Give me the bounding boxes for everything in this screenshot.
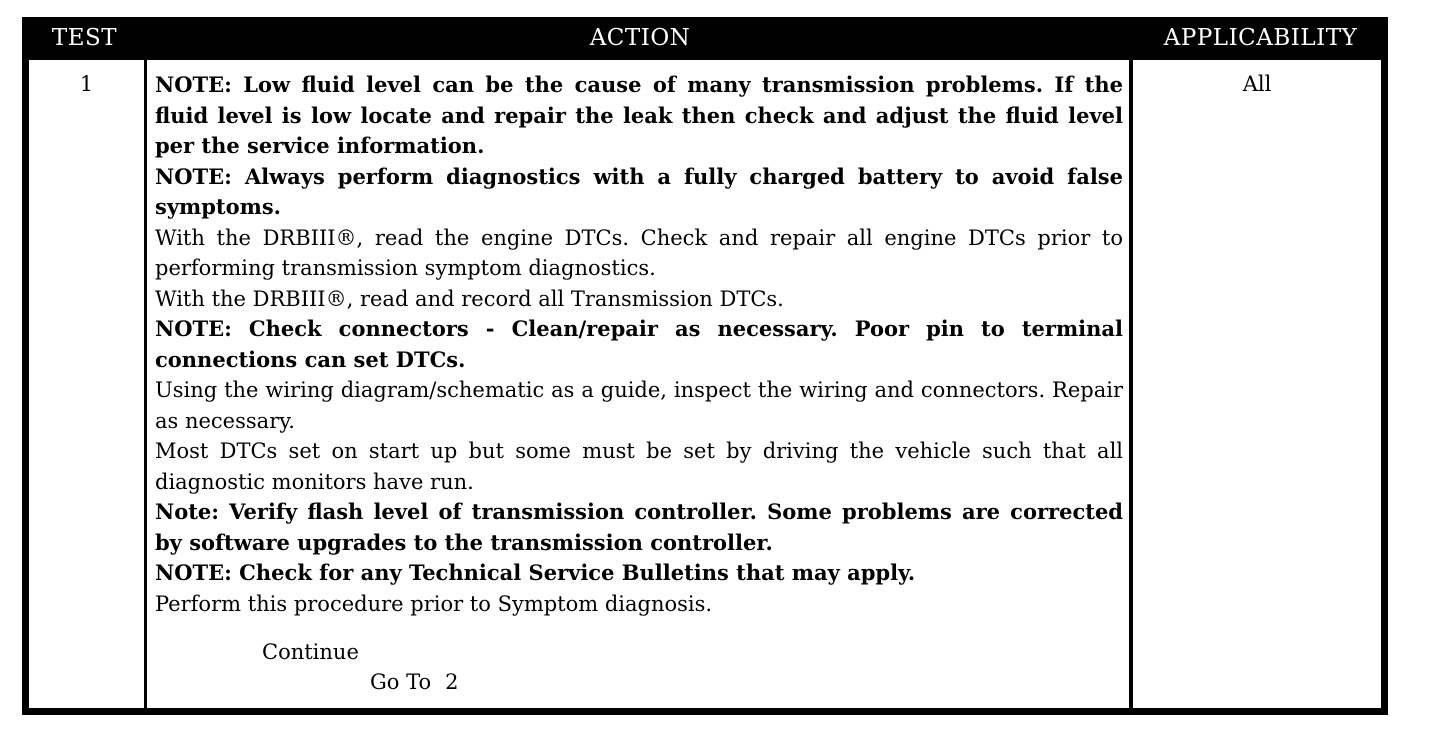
note-flash-level: Note: Verify flash level of transmission controller. Some problems are corrected by software upgrades to the transmission controller.: [155, 499, 1123, 555]
goto-label: Go To: [370, 670, 432, 694]
test-number: 1: [79, 72, 94, 96]
diagnostic-table: [22, 17, 1388, 715]
note-battery: NOTE: Always perform diagnostics with a fully charged battery to avoid false symptoms.: [155, 163, 1123, 219]
step-engine-dtcs: With the DRBIII®, read the engine DTCs. Check and repair all engine DTCs prior to performing transmission symptom diagnostics.: [155, 225, 1123, 280]
step-inspect-wiring: Using the wiring diagram/schematic as a guide, inspect the wiring and connectors. Repair as necessary.: [155, 378, 1123, 433]
header-applicability: APPLICABILITY: [1163, 25, 1358, 51]
continue-label: Continue: [262, 640, 359, 664]
test-cell: [29, 60, 144, 708]
header-action: ACTION: [589, 25, 691, 51]
applicability-cell: [1133, 60, 1381, 708]
header-test: TEST: [51, 25, 118, 51]
note-tsb: NOTE: Check for any Technical Service Bulletins that may apply.: [155, 560, 916, 585]
goto-target[interactable]: 2: [445, 670, 459, 694]
note-connectors: NOTE: Check connectors - Clean/repair as necessary. Poor pin to terminal connections can set DTCs.: [155, 316, 1123, 372]
step-perform-procedure: Perform this procedure prior to Symptom diagnosis.: [155, 591, 713, 616]
applicability-value: All: [1242, 72, 1272, 96]
step-record-dtcs: With the DRBIII®, read and record all Transmission DTCs.: [155, 286, 784, 311]
step-dtcs-startup: Most DTCs set on start up but some must be set by driving the vehicle such that all diagnostic monitors have run.: [155, 439, 1123, 494]
action-body: [155, 70, 1123, 619]
action-cell: [147, 60, 1129, 708]
note-low-fluid: NOTE: Low fluid level can be the cause of many transmission problems. If the fluid level is low locate and repair the leak then check and adjust the fluid level per the service information.: [155, 72, 1123, 158]
goto-link[interactable]: [370, 667, 459, 697]
